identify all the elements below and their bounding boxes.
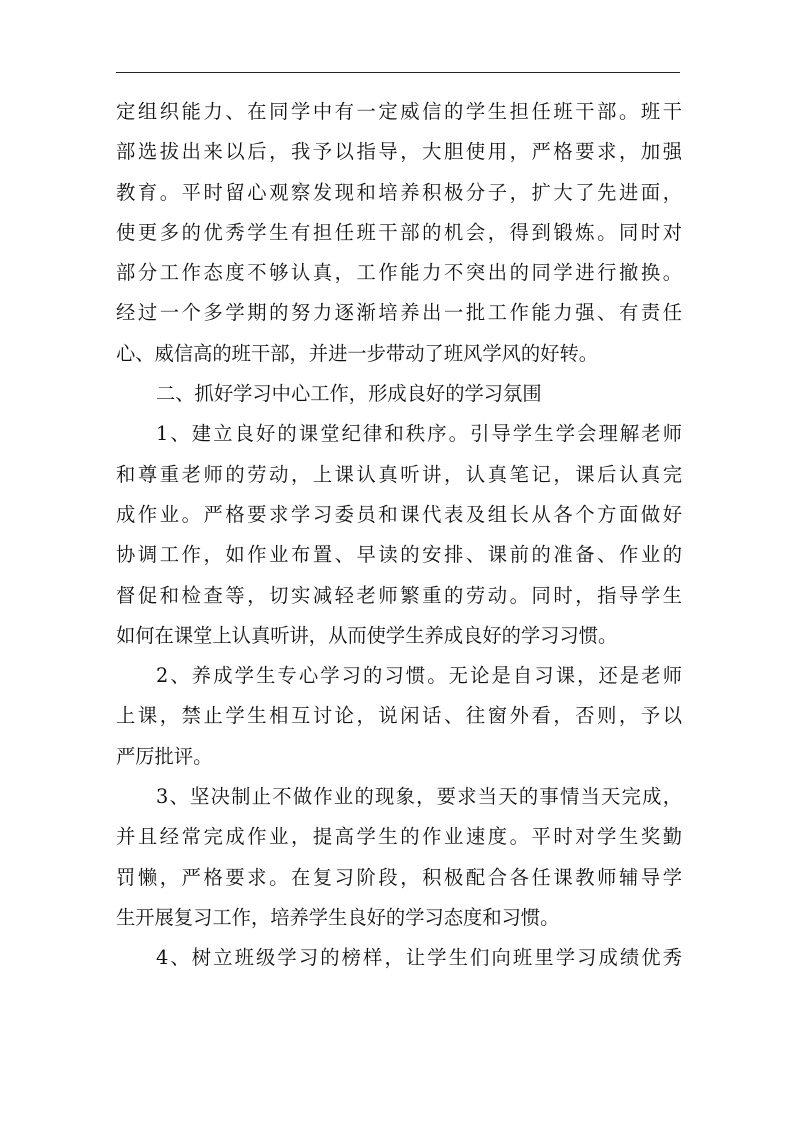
section-heading: 二、抓好学习中心工作，形成良好的学习氛围 xyxy=(156,382,542,406)
text-line: 部选拔出来以后，我予以指导，大胆使用，严格要求，加强 xyxy=(116,140,682,164)
text-line: 3、坚决制止不做作业的现象，要求当天的事情当天完成， xyxy=(156,785,682,809)
text-line: 督促和检查等，切实减轻老师繁重的劳动。同时，指导学生 xyxy=(116,583,682,607)
text-line: 1、建立良好的课堂纪律和秩序。引导学生学会理解老师 xyxy=(156,422,682,446)
text-line: 和尊重老师的劳动，上课认真听讲，认真笔记，课后认真完 xyxy=(116,462,682,486)
text-line: 罚懒，严格要求。在复习阶段，积极配合各任课教师辅导学 xyxy=(116,865,682,889)
text-line: 2、养成学生专心学习的习惯。无论是自习课，还是老师 xyxy=(156,664,682,688)
text-line: 心、威信高的班干部，并进一步带动了班风学风的好转。 xyxy=(116,341,599,365)
text-line: 经过一个多学期的努力逐渐培养出一批工作能力强、有责任 xyxy=(116,301,682,325)
text-line: 部分工作态度不够认真，工作能力不突出的同学进行撤换。 xyxy=(116,261,682,285)
text-line: 协调工作，如作业布置、早读的安排、课前的准备、作业的 xyxy=(116,543,682,567)
text-line: 并且经常完成作业，提高学生的作业速度。平时对学生奖勤 xyxy=(116,825,682,849)
text-line: 严厉批评。 xyxy=(116,744,213,768)
text-line: 使更多的优秀学生有担任班干部的机会，得到锻炼。同时对 xyxy=(116,220,682,244)
text-line: 上课，禁止学生相互讨论，说闲话、往窗外看，否则，予以 xyxy=(116,704,682,728)
text-line: 4、树立班级学习的榜样，让学生们向班里学习成绩优秀 xyxy=(156,946,682,970)
text-line: 成作业。严格要求学习委员和课代表及组长从各个方面做好 xyxy=(116,502,682,526)
header-rule xyxy=(116,72,680,73)
text-line: 教育。平时留心观察发现和培养积极分子，扩大了先进面， xyxy=(116,180,682,204)
text-line: 定组织能力、在同学中有一定威信的学生担任班干部。班干 xyxy=(116,100,682,123)
text-line: 如何在课堂上认真听讲，从而使学生养成良好的学习习惯。 xyxy=(116,623,618,647)
text-line: 生开展复习工作，培养学生良好的学习态度和习惯。 xyxy=(116,905,560,929)
document-body xyxy=(116,92,682,979)
